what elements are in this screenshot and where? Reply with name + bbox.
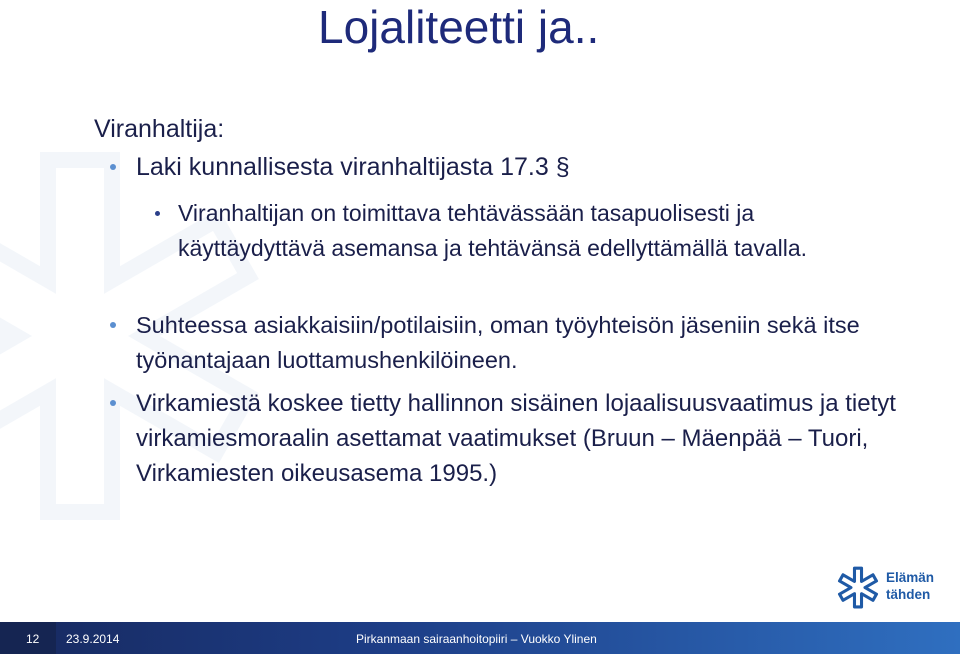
- logo-text: [886, 569, 934, 603]
- footer-organization: Pirkanmaan sairaanhoitopiiri – Vuokko Ylinen: [356, 632, 597, 646]
- brand-logo: [836, 566, 946, 610]
- bullet-marker: [110, 164, 116, 170]
- sub-bullet-item: Viranhaltijan on toimittava tehtävässään tasapuolisesti ja käyttäydyttävä asemansa ja tehtävänsä edellyttämällä tavalla.: [178, 200, 808, 261]
- footer-date: 23.9.2014: [66, 632, 120, 646]
- section-heading: Viranhaltija:: [94, 115, 225, 143]
- bullet-item: Suhteessa asiakkaisiin/potilaisiin, oman työyhteisön jäseniin sekä itse työnantajaan luottamushenkilöineen.: [136, 312, 860, 373]
- logo-line-1: Elämän: [886, 570, 935, 585]
- bullet-marker: [110, 322, 116, 328]
- bullet-item: Laki kunnallisesta viranhaltijasta 17.3 §: [136, 153, 570, 181]
- footer-bar: [0, 622, 960, 654]
- star-of-life-icon: [836, 566, 880, 610]
- slide-title: Lojaliteetti ja..: [318, 1, 600, 53]
- bullet-item: Virkamiestä koskee tietty hallinnon sisäinen lojaalisuusvaatimus ja tietyt virkamiesmoraalin asettamat vaatimukset (Bruun – Mäenpää – Tuori, Virkamiesten oikeusasema 1995.): [136, 390, 896, 487]
- page-number: 12: [26, 632, 40, 646]
- sub-bullet-marker: [155, 211, 160, 216]
- logo-line-2: tähden: [886, 587, 931, 602]
- bullet-marker: [110, 400, 116, 406]
